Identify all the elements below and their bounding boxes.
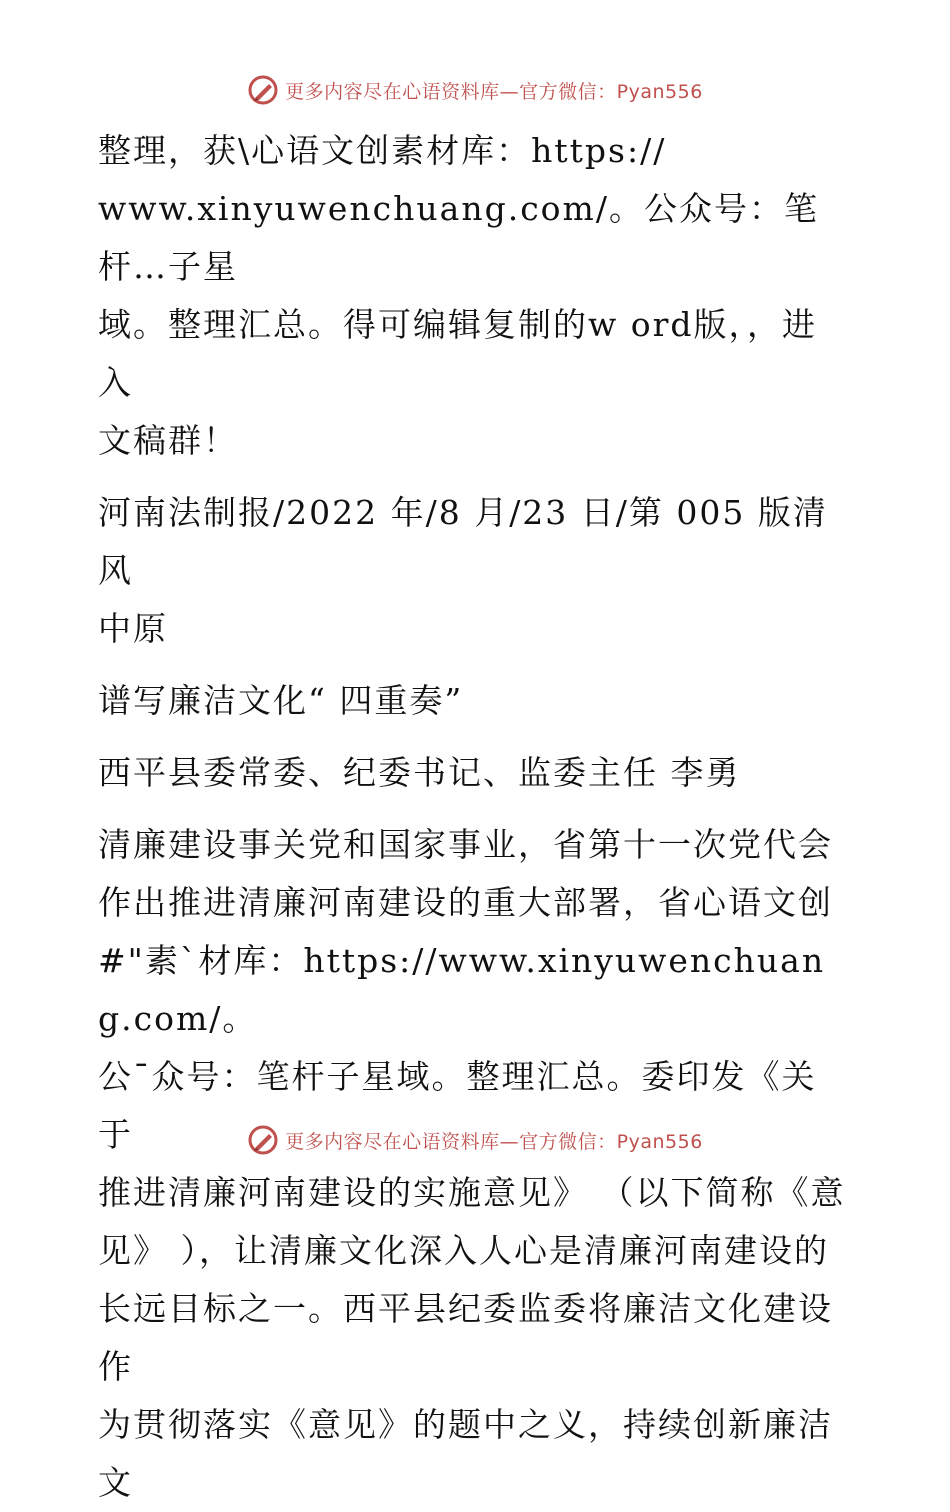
body-line: 作出推进清廉河南建设的重大部署，省心语文创 <box>98 883 833 922</box>
pen-circle-logo-icon <box>247 1124 279 1156</box>
source-line: 河南法制报/2022 年/8 月/23 日/第 005 版清风 <box>98 493 828 590</box>
body-line: 公¯众号：笔杆子星域。整理汇总。委印发《关于 <box>98 1057 817 1154</box>
source-line: 中原 <box>98 609 168 648</box>
footer-watermark <box>0 1120 950 1160</box>
body-line: 长远目标之一。西平县纪委监委将廉洁文化建设作 <box>98 1289 833 1386</box>
article-title: 谱写廉洁文化“ 四重奏” <box>98 681 464 720</box>
watermark-text: 更多内容尽在心语资料库—官方微信：Pyan556 <box>285 80 703 103</box>
header-watermark <box>0 70 950 110</box>
intro-line: 域。整理汇总。得可编辑复制的w ord版，，进入 <box>98 305 818 402</box>
author-line: 西平县委常委、纪委书记、监委主任 李勇 <box>98 753 741 792</box>
body-line: 见》 ），让清廉文化深入人心是清廉河南建设的 <box>98 1231 829 1270</box>
intro-line: 文稿群！ <box>98 421 238 460</box>
body-line: 清廉建设事关党和国家事业，省第十一次党代会 <box>98 825 833 864</box>
pen-circle-logo-icon <box>247 74 279 106</box>
watermark-text: 更多内容尽在心语资料库—官方微信：Pyan556 <box>285 1130 703 1153</box>
body-line: 推进清廉河南建设的实施意见》 （以下简称《意 <box>98 1173 846 1212</box>
intro-line: www.xinyuwenchuang.com/。公众号：笔杆…子星 <box>98 189 819 286</box>
body-line: #"素`材库：https://www.xinyuwenchuang.com/。 <box>98 941 826 1038</box>
body-line: 为贯彻落实《意见》的题中之义，持续创新廉洁文 <box>98 1405 833 1502</box>
document-body <box>98 122 850 1512</box>
intro-line: 整理，获\心语文创素材库：https:// <box>98 131 667 170</box>
